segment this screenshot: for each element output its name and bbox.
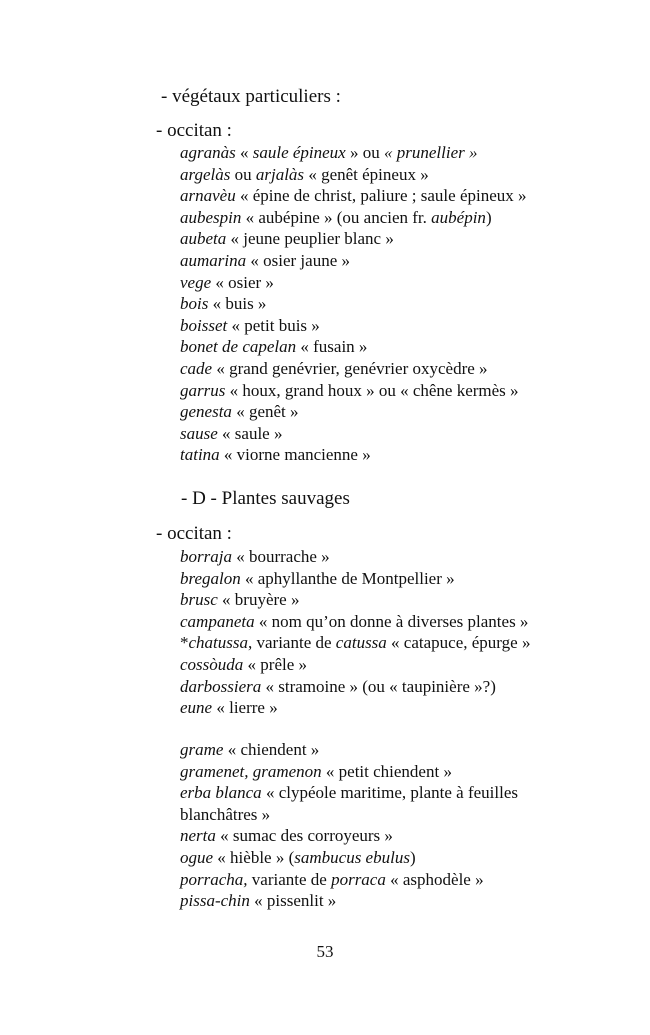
entry-gloss: « bourrache » <box>231 547 330 566</box>
lexicon-entry <box>180 293 527 315</box>
entry-gloss: variante de <box>247 869 332 889</box>
entry-term: porracha, <box>180 869 248 889</box>
entry-term: bregalon <box>180 568 241 588</box>
entry-term: vege <box>180 272 212 292</box>
lexicon-entry <box>180 142 527 164</box>
lexicon-entry <box>180 207 527 229</box>
entry-list-plantes-b <box>180 739 560 912</box>
entry-term: cade <box>180 358 213 378</box>
entry-gloss: « genêt » <box>231 402 299 422</box>
entry-gloss: « aphyllanthe de Montpellier » <box>240 568 455 588</box>
entry-gloss: « genêt épineux » <box>304 164 429 184</box>
entry-gloss: , variante de <box>248 633 336 653</box>
section-title-vegetaux: - végétaux particuliers : <box>161 86 341 107</box>
entry-term: chatussa <box>188 633 248 653</box>
lexicon-entry <box>180 336 527 358</box>
lexicon-entry <box>180 825 560 847</box>
entry-term: aumarina <box>180 250 247 270</box>
lexicon-entry <box>180 315 527 337</box>
entry-term: agranàs <box>180 143 236 162</box>
entry-term: eune <box>180 698 213 718</box>
section-title-plantes-sauvages: - D - Plantes sauvages <box>181 488 350 509</box>
entry-term: sambucus ebulus <box>294 847 410 867</box>
entry-gloss: « bruyère » <box>217 590 300 610</box>
lexicon-entry <box>180 358 527 380</box>
entry-gloss: « buis » <box>208 294 267 314</box>
lexicon-entry <box>180 380 527 402</box>
entry-gloss: « fusain » <box>296 337 368 357</box>
entry-gloss: « houx, grand houx » ou « chêne kermès » <box>225 380 519 400</box>
entry-gloss: « hièble » ( <box>213 847 295 867</box>
entry-term: garrus <box>180 380 226 400</box>
entry-term: bois <box>180 294 209 314</box>
lexicon-entry <box>180 185 527 207</box>
entry-gloss: « prêle » <box>243 654 308 674</box>
lexicon-entry <box>180 676 530 698</box>
entry-gloss: « <box>235 143 253 162</box>
lexicon-entry <box>180 611 530 633</box>
lexicon-entry <box>180 697 530 719</box>
entry-term: genesta <box>180 402 232 422</box>
lexicon-entry <box>180 228 527 250</box>
entry-gloss: « épine de christ, paliure ; saule épineux » <box>235 186 527 206</box>
subheading-occitan-1: - occitan : <box>156 120 232 141</box>
entry-gloss: ) <box>409 847 416 867</box>
lexicon-entry <box>180 761 560 783</box>
entry-term: gramenet, gramenon <box>180 761 322 781</box>
lexicon-entry <box>180 546 530 568</box>
entry-term: cossòuda <box>180 654 244 674</box>
entry-gloss: « sumac des corroyeurs » <box>215 826 393 846</box>
entry-term: porraca <box>331 869 386 889</box>
entry-term: catussa <box>335 633 387 653</box>
entry-gloss: « aubépine » (ou ancien fr. <box>241 207 432 227</box>
lexicon-entry <box>180 782 560 825</box>
entry-term: nerta <box>180 826 216 846</box>
entry-gloss: « grand genévrier, genévrier oxycèdre » <box>212 358 488 378</box>
page-number: 53 <box>316 942 334 961</box>
lexicon-entry <box>180 890 560 912</box>
lexicon-entry <box>180 568 530 590</box>
entry-term: aubépin <box>431 207 486 227</box>
lexicon-entry <box>180 272 527 294</box>
entry-term: grame <box>180 740 224 759</box>
entry-gloss: « pissenlit » <box>249 891 337 911</box>
lexicon-entry <box>180 164 527 186</box>
entry-term: boisset <box>180 315 228 335</box>
entry-gloss: ) <box>485 207 492 227</box>
lexicon-entry <box>180 739 560 761</box>
entry-gloss: « jeune peuplier blanc » <box>226 229 394 249</box>
entry-term: darbossiera <box>180 676 262 696</box>
entry-gloss: ou <box>230 164 256 184</box>
entry-gloss: « viorne mancienne » <box>219 445 371 465</box>
lexicon-entry <box>180 444 527 466</box>
entry-term: campaneta <box>180 611 255 631</box>
entry-term: borraja <box>180 547 232 566</box>
entry-gloss: « stramoine » (ou « taupinière »?) <box>261 676 496 696</box>
entry-term: brusc <box>180 590 218 610</box>
entry-gloss: « petit chiendent » <box>321 761 452 781</box>
entry-gloss: « petit buis » <box>227 315 320 335</box>
entry-gloss: « nom qu’on donne à diverses plantes » <box>254 611 529 631</box>
entry-term: aubespin <box>180 207 242 227</box>
entry-gloss: » ou <box>345 143 384 162</box>
entry-term: arjalàs <box>255 164 305 184</box>
lexicon-entry <box>180 869 560 891</box>
lexicon-entry <box>180 632 530 654</box>
entry-gloss: « saule » <box>217 423 283 443</box>
entry-gloss: « lierre » <box>212 698 278 718</box>
entry-term: aubeta <box>180 229 227 249</box>
entry-list-vegetaux <box>180 142 527 466</box>
entry-gloss: « chiendent » <box>223 740 320 759</box>
entry-term: saule épineux <box>252 143 346 162</box>
entry-term: argelàs <box>180 164 231 184</box>
entry-term: sause <box>180 423 218 443</box>
entry-gloss: « asphodèle » <box>385 869 484 889</box>
lexicon-entry <box>180 589 530 611</box>
entry-gloss: « catapuce, épurge » <box>386 633 531 653</box>
lexicon-entry <box>180 654 530 676</box>
entry-term: arnavèu <box>180 186 236 206</box>
lexicon-entry <box>180 847 560 869</box>
lexicon-entry <box>180 423 527 445</box>
entry-term: tatina <box>180 445 220 465</box>
entry-term: bonet de capelan <box>180 337 297 357</box>
lexicon-entry <box>180 401 527 423</box>
entry-term: erba blanca <box>180 783 262 803</box>
entry-gloss: « osier jaune » <box>246 250 350 270</box>
entry-term: pissa-chin <box>180 891 250 911</box>
entry-gloss: * <box>180 633 189 653</box>
entry-term: « prunellier » <box>383 143 478 162</box>
entry-list-plantes-a <box>180 546 530 719</box>
entry-gloss: « clypéole maritime, plante à feuilles blanchâtres » <box>180 783 519 824</box>
entry-gloss: « osier » <box>211 272 274 292</box>
lexicon-entry <box>180 250 527 272</box>
subheading-occitan-2: - occitan : <box>156 523 232 544</box>
entry-term: ogue <box>180 847 214 867</box>
